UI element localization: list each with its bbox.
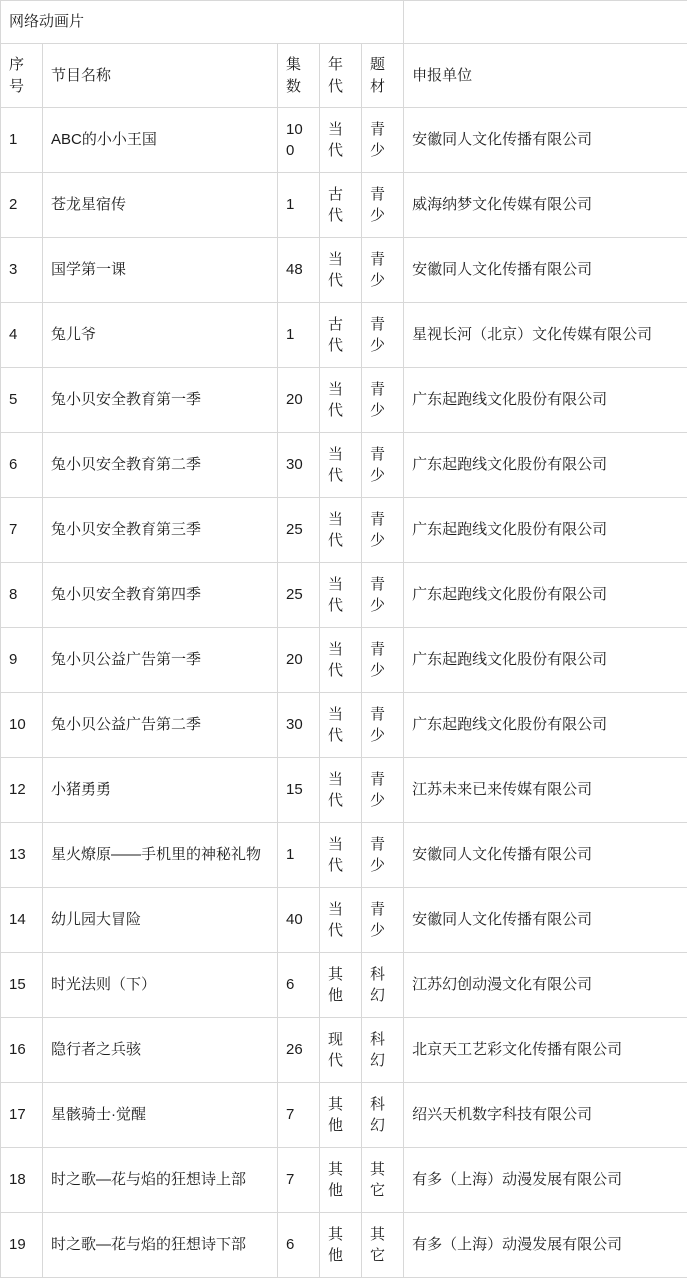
table-row [1, 953, 687, 1018]
cell-name: 兔小贝安全教育第二季 [43, 433, 278, 498]
cell-episodes: 6 [278, 953, 320, 1018]
cell-era: 当代 [320, 498, 362, 563]
cell-era: 当代 [320, 563, 362, 628]
cell-genre: 科幻 [362, 1018, 404, 1083]
cell-episodes: 6 [278, 1213, 320, 1278]
cell-genre: 青少 [362, 888, 404, 953]
cell-unit: 广东起跑线文化股份有限公司 [404, 693, 687, 758]
cell-era: 其他 [320, 953, 362, 1018]
cell-episodes: 48 [278, 238, 320, 303]
cell-seq: 10 [1, 693, 43, 758]
table-row [1, 888, 687, 953]
cell-seq: 3 [1, 238, 43, 303]
table-row [1, 1083, 687, 1148]
cell-name: 国学第一课 [43, 238, 278, 303]
cell-name: 兔小贝公益广告第二季 [43, 693, 278, 758]
cell-name: 幼儿园大冒险 [43, 888, 278, 953]
cell-unit: 江苏未来已来传媒有限公司 [404, 758, 687, 823]
cell-era: 其他 [320, 1213, 362, 1278]
cell-episodes: 1 [278, 173, 320, 238]
cell-genre: 青少 [362, 693, 404, 758]
table-row [1, 1213, 687, 1278]
cell-genre: 青少 [362, 758, 404, 823]
cell-seq: 8 [1, 563, 43, 628]
cell-episodes: 20 [278, 368, 320, 433]
cell-genre: 青少 [362, 498, 404, 563]
cell-unit: 广东起跑线文化股份有限公司 [404, 563, 687, 628]
cell-unit: 北京天工艺彩文化传播有限公司 [404, 1018, 687, 1083]
cell-unit: 江苏幻创动漫文化有限公司 [404, 953, 687, 1018]
cell-seq: 19 [1, 1213, 43, 1278]
cell-unit: 广东起跑线文化股份有限公司 [404, 628, 687, 693]
cell-seq: 14 [1, 888, 43, 953]
cell-episodes: 1 [278, 303, 320, 368]
column-header-name: 节目名称 [43, 43, 278, 108]
cell-seq: 4 [1, 303, 43, 368]
cell-episodes: 40 [278, 888, 320, 953]
cell-era: 其他 [320, 1083, 362, 1148]
cell-seq: 2 [1, 173, 43, 238]
cell-seq: 15 [1, 953, 43, 1018]
cell-name: 星骸骑士·觉醒 [43, 1083, 278, 1148]
cell-genre: 青少 [362, 563, 404, 628]
cell-name: 兔小贝安全教育第四季 [43, 563, 278, 628]
cell-name: 时之歌—花与焰的狂想诗上部 [43, 1148, 278, 1213]
cell-era: 现代 [320, 1018, 362, 1083]
cell-seq: 5 [1, 368, 43, 433]
cell-seq: 6 [1, 433, 43, 498]
cell-era: 当代 [320, 758, 362, 823]
table-row [1, 563, 687, 628]
cell-name: 兔小贝安全教育第三季 [43, 498, 278, 563]
cell-genre: 青少 [362, 823, 404, 888]
column-header-episodes: 集数 [278, 43, 320, 108]
cell-episodes: 25 [278, 498, 320, 563]
cell-seq: 17 [1, 1083, 43, 1148]
table-row [1, 303, 687, 368]
cell-seq: 12 [1, 758, 43, 823]
cell-episodes: 100 [278, 108, 320, 173]
cell-unit: 星视长河（北京）文化传媒有限公司 [404, 303, 687, 368]
cell-genre: 青少 [362, 238, 404, 303]
cell-name: ABC的小小王国 [43, 108, 278, 173]
cell-name: 星火燎原——手机里的神秘礼物 [43, 823, 278, 888]
cell-genre: 其它 [362, 1213, 404, 1278]
cell-era: 其他 [320, 1148, 362, 1213]
table-row [1, 628, 687, 693]
cell-episodes: 7 [278, 1148, 320, 1213]
cell-era: 古代 [320, 173, 362, 238]
cell-seq: 7 [1, 498, 43, 563]
table-row [1, 108, 687, 173]
cell-unit: 广东起跑线文化股份有限公司 [404, 368, 687, 433]
category-title-row [1, 1, 687, 44]
cell-seq: 13 [1, 823, 43, 888]
cell-genre: 青少 [362, 628, 404, 693]
table-body [1, 1, 687, 1278]
cell-genre: 青少 [362, 173, 404, 238]
cell-unit: 有多（上海）动漫发展有限公司 [404, 1213, 687, 1278]
cell-genre: 科幻 [362, 1083, 404, 1148]
cell-episodes: 1 [278, 823, 320, 888]
category-title-blank-cell [404, 1, 687, 44]
cell-era: 当代 [320, 823, 362, 888]
cell-name: 时光法则（下） [43, 953, 278, 1018]
table-row [1, 498, 687, 563]
cell-genre: 科幻 [362, 953, 404, 1018]
cell-name: 苍龙星宿传 [43, 173, 278, 238]
cell-episodes: 15 [278, 758, 320, 823]
cell-era: 当代 [320, 238, 362, 303]
cell-genre: 青少 [362, 108, 404, 173]
category-title: 网络动画片 [1, 1, 404, 44]
cell-episodes: 25 [278, 563, 320, 628]
cell-seq: 18 [1, 1148, 43, 1213]
cell-genre: 其它 [362, 1148, 404, 1213]
cell-name: 兔小贝安全教育第一季 [43, 368, 278, 433]
cell-name: 小猪勇勇 [43, 758, 278, 823]
column-header-era: 年代 [320, 43, 362, 108]
cell-era: 当代 [320, 108, 362, 173]
cell-unit: 安徽同人文化传播有限公司 [404, 823, 687, 888]
column-header-genre: 题材 [362, 43, 404, 108]
table-row [1, 238, 687, 303]
cell-unit: 广东起跑线文化股份有限公司 [404, 498, 687, 563]
cell-unit: 有多（上海）动漫发展有限公司 [404, 1148, 687, 1213]
cell-era: 当代 [320, 888, 362, 953]
table-row [1, 1018, 687, 1083]
cell-episodes: 20 [278, 628, 320, 693]
table-row [1, 433, 687, 498]
cell-name: 时之歌—花与焰的狂想诗下部 [43, 1213, 278, 1278]
column-header-unit: 申报单位 [404, 43, 687, 108]
cell-name: 兔小贝公益广告第一季 [43, 628, 278, 693]
cell-name: 隐行者之兵骇 [43, 1018, 278, 1083]
cell-seq: 1 [1, 108, 43, 173]
cell-unit: 安徽同人文化传播有限公司 [404, 108, 687, 173]
cell-era: 当代 [320, 693, 362, 758]
table-row [1, 693, 687, 758]
cell-genre: 青少 [362, 303, 404, 368]
cell-era: 当代 [320, 628, 362, 693]
cell-unit: 绍兴天机数字科技有限公司 [404, 1083, 687, 1148]
cell-seq: 16 [1, 1018, 43, 1083]
cell-era: 当代 [320, 433, 362, 498]
table-row [1, 758, 687, 823]
table-row [1, 368, 687, 433]
column-header-seq: 序号 [1, 43, 43, 108]
cell-unit: 安徽同人文化传播有限公司 [404, 888, 687, 953]
table-row [1, 823, 687, 888]
cell-seq: 9 [1, 628, 43, 693]
table-row [1, 173, 687, 238]
cell-era: 古代 [320, 303, 362, 368]
table-header-row [1, 43, 687, 108]
cell-era: 当代 [320, 368, 362, 433]
cell-unit: 安徽同人文化传播有限公司 [404, 238, 687, 303]
cell-episodes: 7 [278, 1083, 320, 1148]
cell-unit: 威海纳梦文化传媒有限公司 [404, 173, 687, 238]
cell-genre: 青少 [362, 433, 404, 498]
cell-name: 兔儿爷 [43, 303, 278, 368]
cell-genre: 青少 [362, 368, 404, 433]
cell-episodes: 30 [278, 433, 320, 498]
cell-episodes: 30 [278, 693, 320, 758]
cell-episodes: 26 [278, 1018, 320, 1083]
cell-unit: 广东起跑线文化股份有限公司 [404, 433, 687, 498]
table-row [1, 1148, 687, 1213]
